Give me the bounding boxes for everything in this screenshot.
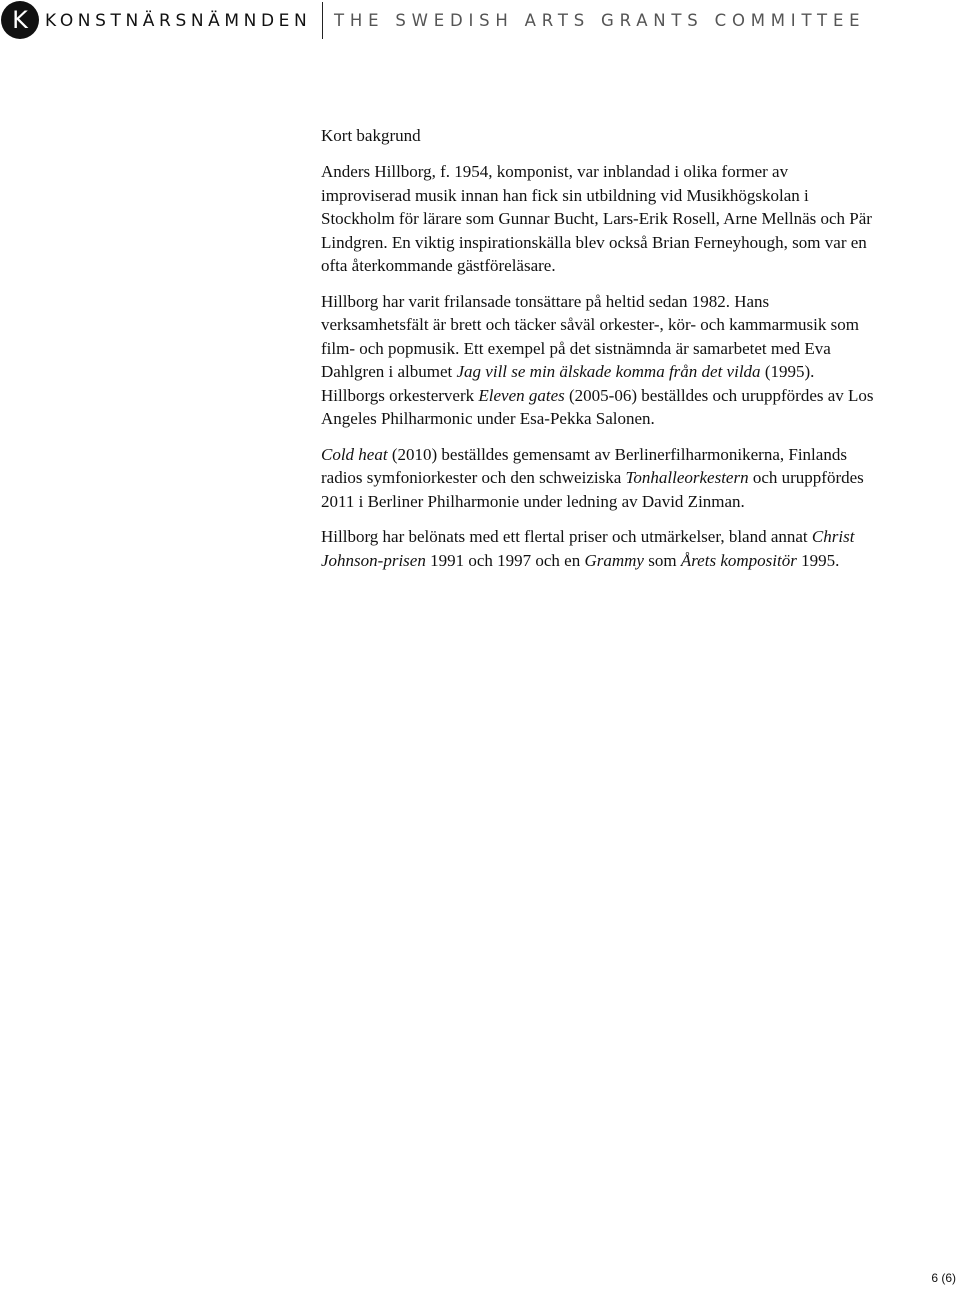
logo-k-circle: K — [1, 1, 39, 39]
work-title-cold-heat: Cold heat — [321, 444, 388, 464]
award-title: Årets kompositör — [680, 550, 797, 570]
letterhead — [0, 0, 960, 44]
paragraph-background-text: Anders Hillborg, f. 1954, komponist, var inblandad i olika former av improviserad musik innan han fick sin utbildning vid Musikhögskolan i Stockholm för lärare som Gunnar Bucht, Lars-Erik Rosell, Arne Mellnäs och Pär Lindgren. En viktig inspirationskälla blev också Brian Ferneyhough, som var en ofta återkommande gästföreläsare. — [321, 162, 872, 275]
organization-name-swedish: KONSTNÄRSNÄMNDEN — [45, 11, 312, 31]
paragraph-career — [321, 290, 881, 431]
paragraph-awards-text-b: 1991 och 1997 och en — [425, 550, 585, 570]
paragraph-career-text-b: (1995). Hillborgs orkesterverk — [321, 362, 815, 405]
work-title-eleven-gates: Eleven gates — [478, 385, 565, 405]
paragraph-career-text-c: (2005-06) beställdes och uruppfördes av Los Angeles Philharmonic under Esa-Pekka Salonen. — [321, 385, 874, 428]
paragraph-cold-heat-text-b: och uruppfördes 2011 i Berliner Philharmonie under ledning av David Zinman. — [321, 468, 864, 511]
album-title: Jag vill se min älskade komma från det vilda — [456, 362, 761, 381]
paragraph-cold-heat-text-a: (2010) beställdes gemensamt av Berlinerfilharmonikerna, Finlands radios symfoniorkester och den schweiziska — [321, 444, 847, 487]
paragraph-awards-text-d: 1995. — [796, 550, 840, 570]
page-number: 6 (6) — [931, 1271, 956, 1285]
prize-name: Christ Johnson-prisen — [321, 527, 855, 570]
paragraph-awards-text-c: som — [643, 550, 681, 570]
paragraph-career-text-a: Hillborg har varit frilansade tonsättare på heltid sedan 1982. Hans verksamhetsfält är brett och täcker såväl orkester-, kör- och kammarmusik som film- och popmusik. Ett exempel på det sistnämnda är samarbetet med Eva Dahlgren i albumet — [321, 291, 859, 381]
grammy-name: Grammy — [584, 550, 644, 570]
paragraph-background — [321, 160, 881, 278]
section-heading: Kort bakgrund — [321, 126, 421, 145]
organization-name-english: THE SWEDISH ARTS GRANTS COMMITTEE — [334, 11, 866, 30]
logo-divider — [322, 2, 323, 39]
document-body — [321, 124, 881, 584]
paragraph-awards-text-a: Hillborg har belönats med ett flertal priser och utmärkelser, bland annat — [321, 527, 812, 546]
paragraph-awards — [321, 525, 881, 572]
orchestra-name: Tonhalleorkestern — [625, 468, 749, 487]
paragraph-cold-heat — [321, 443, 881, 514]
